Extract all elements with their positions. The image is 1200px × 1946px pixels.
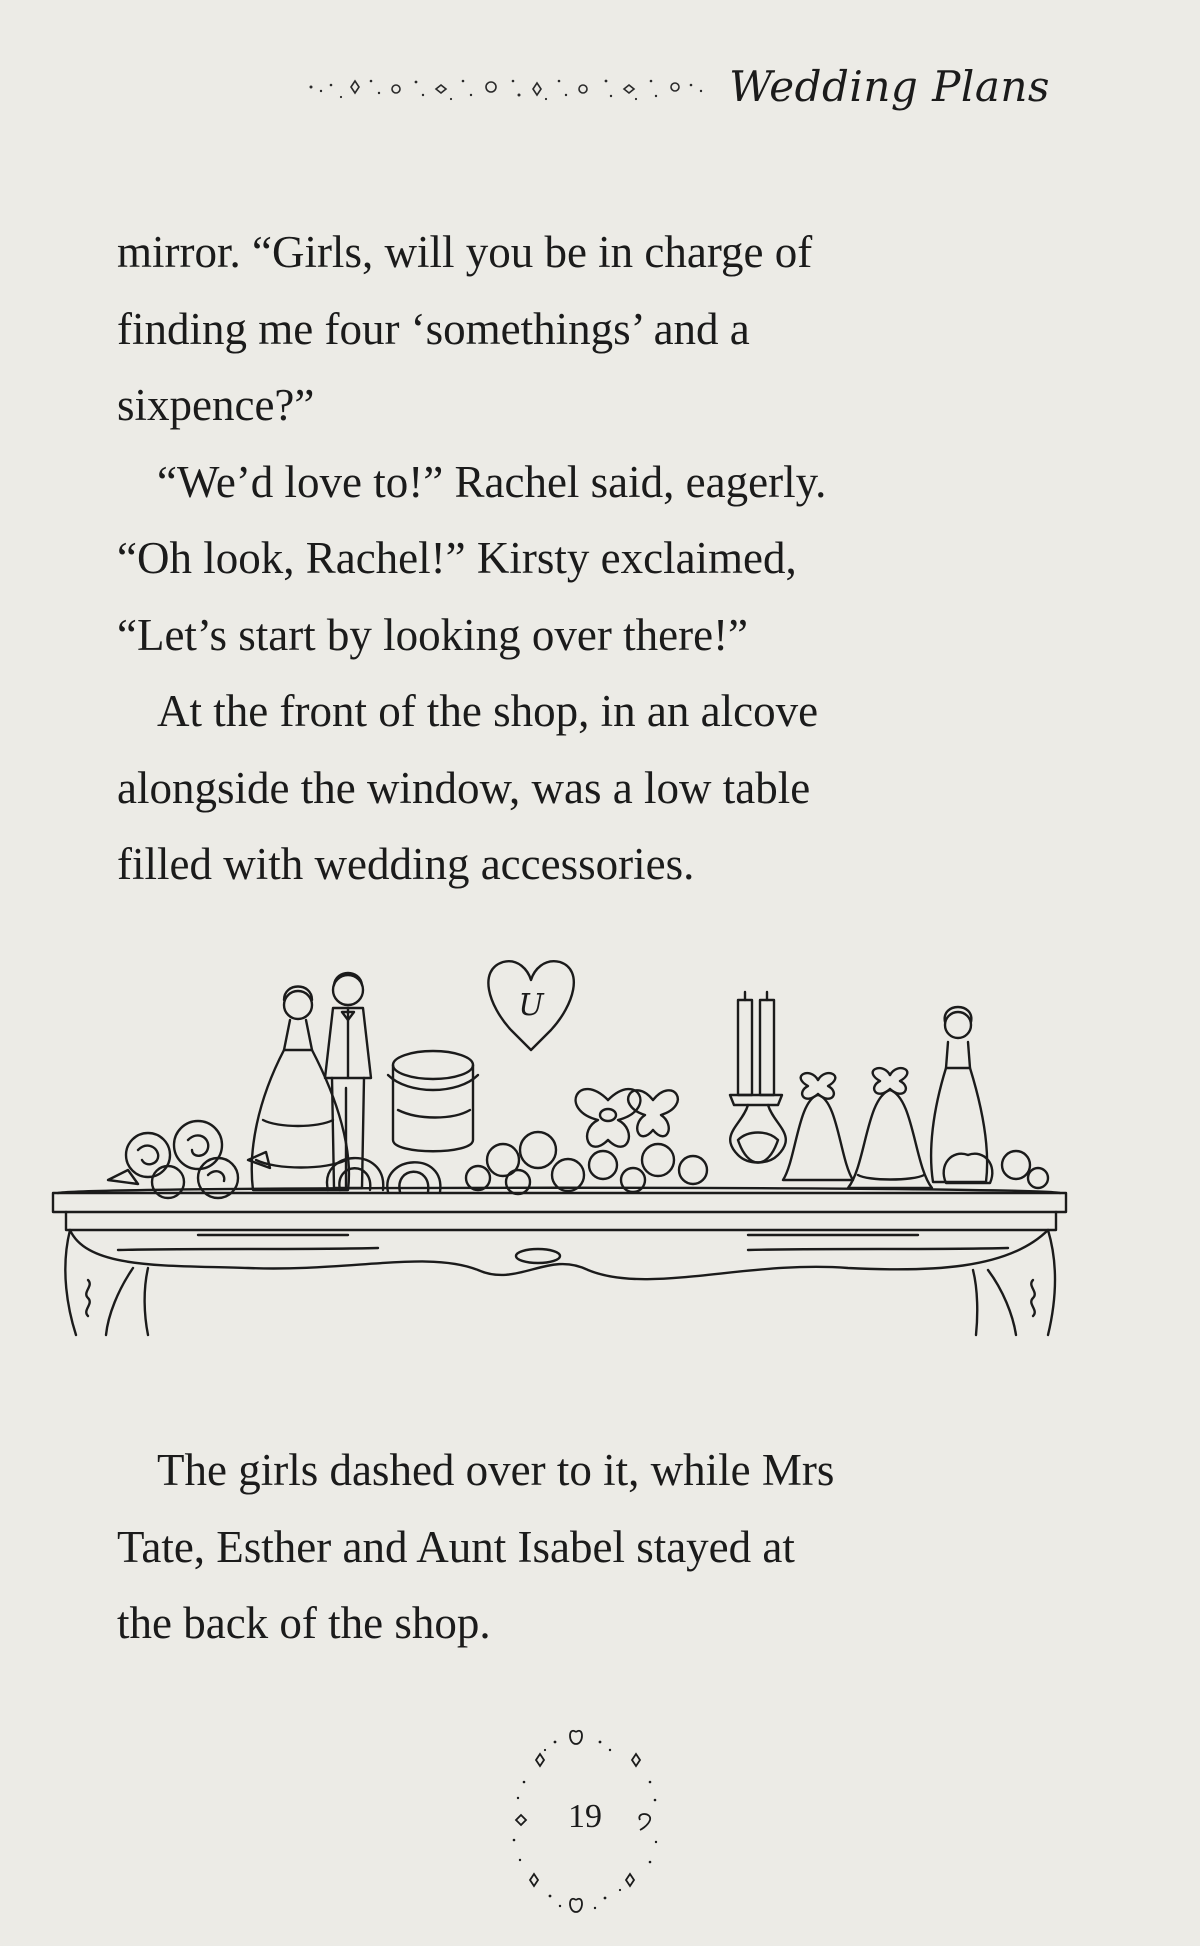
heart-letter: U (518, 988, 544, 1023)
text-line: “Let’s start by looking over there!” (117, 609, 749, 660)
flowers-icon (466, 1132, 617, 1194)
body-text-top (117, 214, 997, 903)
candles-icon (730, 992, 786, 1163)
text-line: alongside the window, was a low table (117, 762, 811, 813)
text-line: At the front of the shop, in an alcove (157, 686, 819, 736)
page-number: 19 (568, 1798, 602, 1835)
text-line: sixpence?” (117, 380, 315, 430)
wedding-accessories-table-illustration (48, 950, 1078, 1400)
running-head (291, 62, 1050, 111)
wedding-bells-icon (783, 1068, 992, 1188)
body-text-bottom (117, 1432, 997, 1662)
roses-icon (108, 1121, 270, 1198)
text-line: Tate, Esther and Aunt Isabel stayed at (117, 1521, 795, 1572)
text-line: The girls dashed over to it, while Mrs (157, 1445, 835, 1495)
page-number-ornament (500, 1720, 670, 1920)
text-line: mirror. “Girls, will you be in charge of (117, 227, 813, 277)
text-line: “Oh look, Rachel!” Kirsty exclaimed, (117, 533, 797, 583)
text-line: the back of the shop. (117, 1598, 491, 1648)
text-line: “We’d love to!” Rachel said, eagerly. (157, 456, 827, 507)
text-line: finding me four ‘somethings’ and a (117, 303, 750, 354)
decorative-ornament-strip-icon (291, 67, 711, 107)
chapter-title: Wedding Plans (729, 62, 1050, 111)
cake-icon (388, 1051, 478, 1151)
text-line: filled with wedding accessories. (117, 839, 695, 889)
